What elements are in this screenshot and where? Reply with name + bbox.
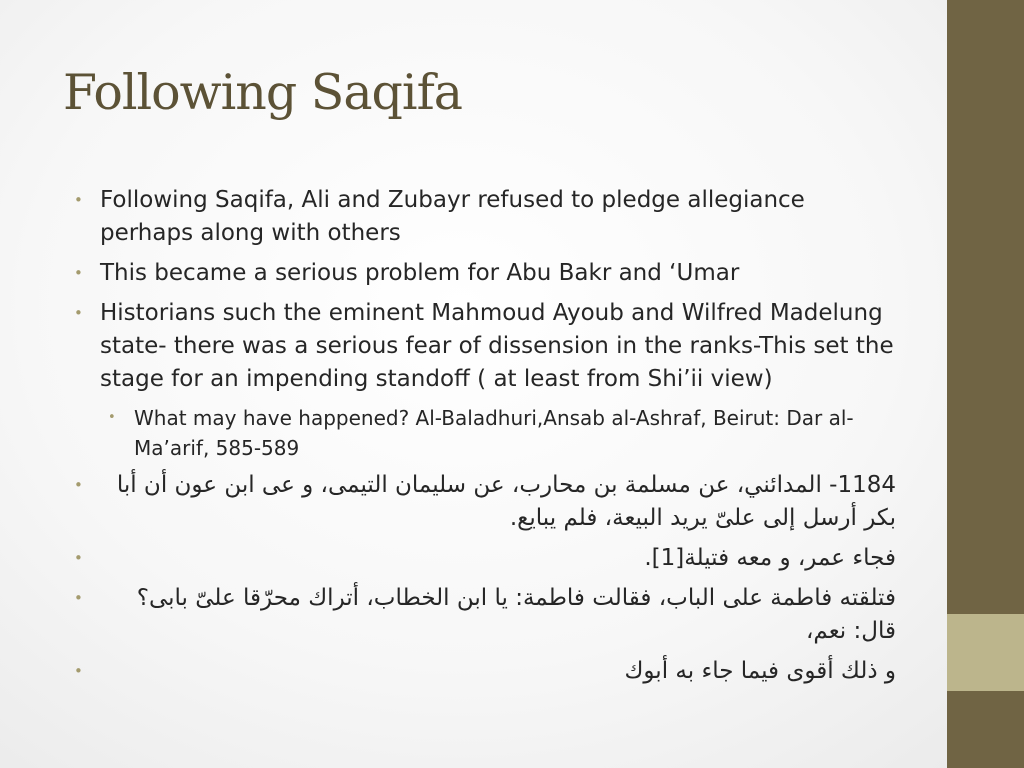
bullet-text: Following Saqifa, Ali and Zubayr refused to pledge allegiance perhaps along with others xyxy=(100,187,805,246)
arabic-text: و ذلك أقوی فيما جاء به أبوك xyxy=(624,658,896,684)
bullet-item-arabic xyxy=(76,469,896,535)
sidebar-accent-block xyxy=(947,614,1024,691)
bullet-dot-icon: • xyxy=(74,549,83,567)
bullet-item xyxy=(76,184,896,250)
arabic-text: 1184- المدائني، عن مسلمة بن محارب، عن سليمان التيمی، و عی ابن عون أن أبا بكر أرسل إلی علیّ يريد البيعة، فلم يبايع. xyxy=(116,472,896,531)
bullet-list xyxy=(76,184,896,695)
bullet-item xyxy=(76,297,896,396)
bullet-dot-icon: • xyxy=(74,191,83,209)
bullet-item-arabic xyxy=(76,542,896,575)
bullet-dot-icon: • xyxy=(74,476,83,494)
arabic-text: فتلقته فاطمة علی الباب، فقالت فاطمة: يا ابن الخطاب، أتراك محرّقا علیّ بابی؟ قال: نعم، xyxy=(136,585,896,644)
bullet-item-arabic xyxy=(76,582,896,648)
bullet-item xyxy=(76,257,896,290)
bullet-text: Historians such the eminent Mahmoud Ayoub and Wilfred Madelung state- there was a serious fear of dissension in the ranks-This set the stage for an impending standoff ( at least from Shi’ii view) xyxy=(100,300,894,392)
bullet-item-arabic xyxy=(76,655,896,688)
bullet-dot-icon: • xyxy=(74,662,83,680)
bullet-dot-icon: • xyxy=(74,264,83,282)
bullet-dot-icon: • xyxy=(74,589,83,607)
sub-bullet-item xyxy=(76,403,896,463)
bullet-dot-icon: • xyxy=(108,410,116,425)
bullet-dot-icon: • xyxy=(74,304,83,322)
arabic-text: فجاء عمر، و معه فتيلة[1]. xyxy=(644,545,896,571)
sub-bullet-text: What may have happened? Al-Baladhuri,Ansab al-Ashraf, Beirut: Dar al-Ma’arif, 585-589 xyxy=(134,406,854,460)
bullet-text: This became a serious problem for Abu Bakr and ‘Umar xyxy=(100,260,740,286)
slide-title: Following Saqifa xyxy=(63,64,462,121)
